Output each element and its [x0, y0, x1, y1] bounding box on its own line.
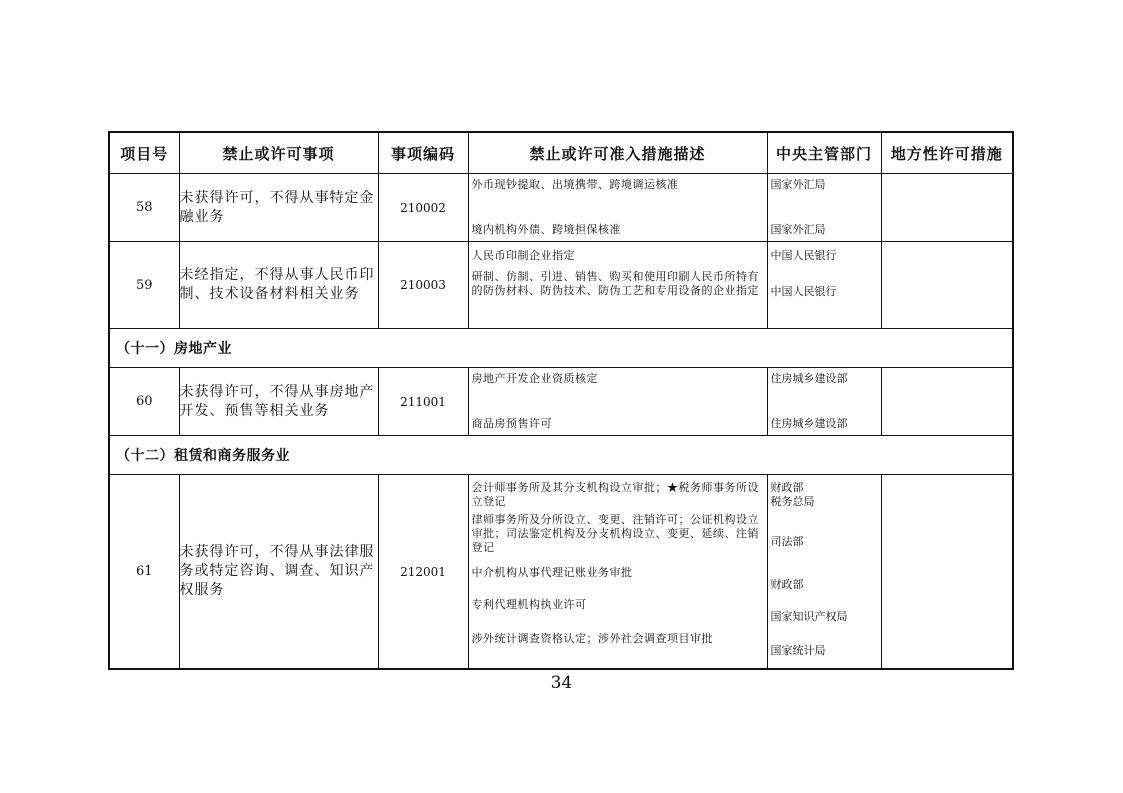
dept-line: 中国人民银行 [770, 249, 837, 262]
row-local [881, 242, 1013, 329]
row-code: 211001 [378, 368, 468, 436]
table-row-59 [109, 242, 1013, 329]
row-code: 210003 [378, 242, 468, 329]
row-no: 61 [109, 475, 179, 670]
header-local: 地方性许可措施 [881, 132, 1013, 174]
desc-line: 中介机构从事代理记账业务审批 [471, 566, 633, 579]
table-row-60 [109, 368, 1013, 436]
row-no: 58 [109, 174, 179, 242]
row-local [881, 368, 1013, 436]
dept-line: 财政部 [770, 578, 804, 591]
desc-line: 涉外统计调查资格认定；涉外社会调查项目审批 [471, 632, 713, 645]
header-no: 项目号 [109, 132, 179, 174]
header-item: 禁止或许可事项 [179, 132, 378, 174]
dept-line: 住房城乡建设部 [770, 372, 848, 385]
row-desc [468, 174, 767, 242]
header-code: 事项编码 [378, 132, 468, 174]
row-no: 60 [109, 368, 179, 436]
row-item: 未经指定，不得从事人民币印制、技术设备材料相关业务 [179, 242, 378, 329]
row-local [881, 174, 1013, 242]
row-code: 212001 [378, 475, 468, 670]
row-desc [468, 242, 767, 329]
dept-line: 国家知识产权局 [770, 610, 848, 623]
dept-line: 财政部 税务总局 [770, 481, 815, 508]
table-row-58 [109, 174, 1013, 242]
row-desc [468, 368, 767, 436]
row-dept [767, 174, 881, 242]
desc-line: 专利代理机构执业许可 [471, 598, 587, 611]
row-local [881, 475, 1013, 670]
desc-line: 会计师事务所及其分支机构设立审批；★税务师事务所设立登记 [471, 481, 759, 508]
row-dept [767, 368, 881, 436]
dept-line: 国家统计局 [770, 644, 826, 657]
row-code: 210002 [378, 174, 468, 242]
row-no: 59 [109, 242, 179, 329]
row-item: 未获得许可，不得从事房地产开发、预售等相关业务 [179, 368, 378, 436]
dept-line: 住房城乡建设部 [770, 417, 848, 430]
page-number: 34 [550, 673, 573, 693]
dept-line: 国家外汇局 [770, 223, 826, 236]
row-item: 未获得许可，不得从事法律服务或特定咨询、调查、知识产权服务 [179, 475, 378, 670]
section-row [109, 436, 1013, 475]
row-desc [468, 475, 767, 670]
desc-line: 境内机构外债、跨境担保核准 [471, 223, 621, 236]
desc-line: 律师事务所及分所设立、变更、注销许可；公证机构设立审批；司法鉴定机构及分支机构设立、变更、延续、注销登记 [471, 513, 759, 554]
row-item: 未获得许可，不得从事特定金融业务 [179, 174, 378, 242]
dept-line: 中国人民银行 [770, 285, 837, 298]
header-dept: 中央主管部门 [767, 132, 881, 174]
section-row [109, 329, 1013, 368]
desc-line: 人民币印制企业指定 [471, 249, 575, 262]
section-title: （十二）租赁和商务服务业 [109, 436, 1013, 475]
row-dept [767, 242, 881, 329]
dept-line: 国家外汇局 [770, 178, 826, 191]
dept-line: 司法部 [770, 535, 804, 548]
section-title: （十一）房地产业 [109, 329, 1013, 368]
desc-line: 房地产开发企业资质核定 [471, 372, 598, 385]
desc-line: 研制、仿制、引进、销售、购买和使用印刷人民币所特有的防伪材料、防伪技术、防伪工艺和专用设备的企业指定 [471, 270, 759, 297]
header-row [109, 132, 1013, 174]
header-desc: 禁止或许可准入措施描述 [468, 132, 767, 174]
desc-line: 商品房预售许可 [471, 417, 552, 430]
desc-line: 外币现钞提取、出境携带、跨境调运核准 [471, 178, 679, 191]
table-row-61 [109, 475, 1013, 670]
row-dept [767, 475, 881, 670]
permit-list-table [108, 131, 1014, 670]
